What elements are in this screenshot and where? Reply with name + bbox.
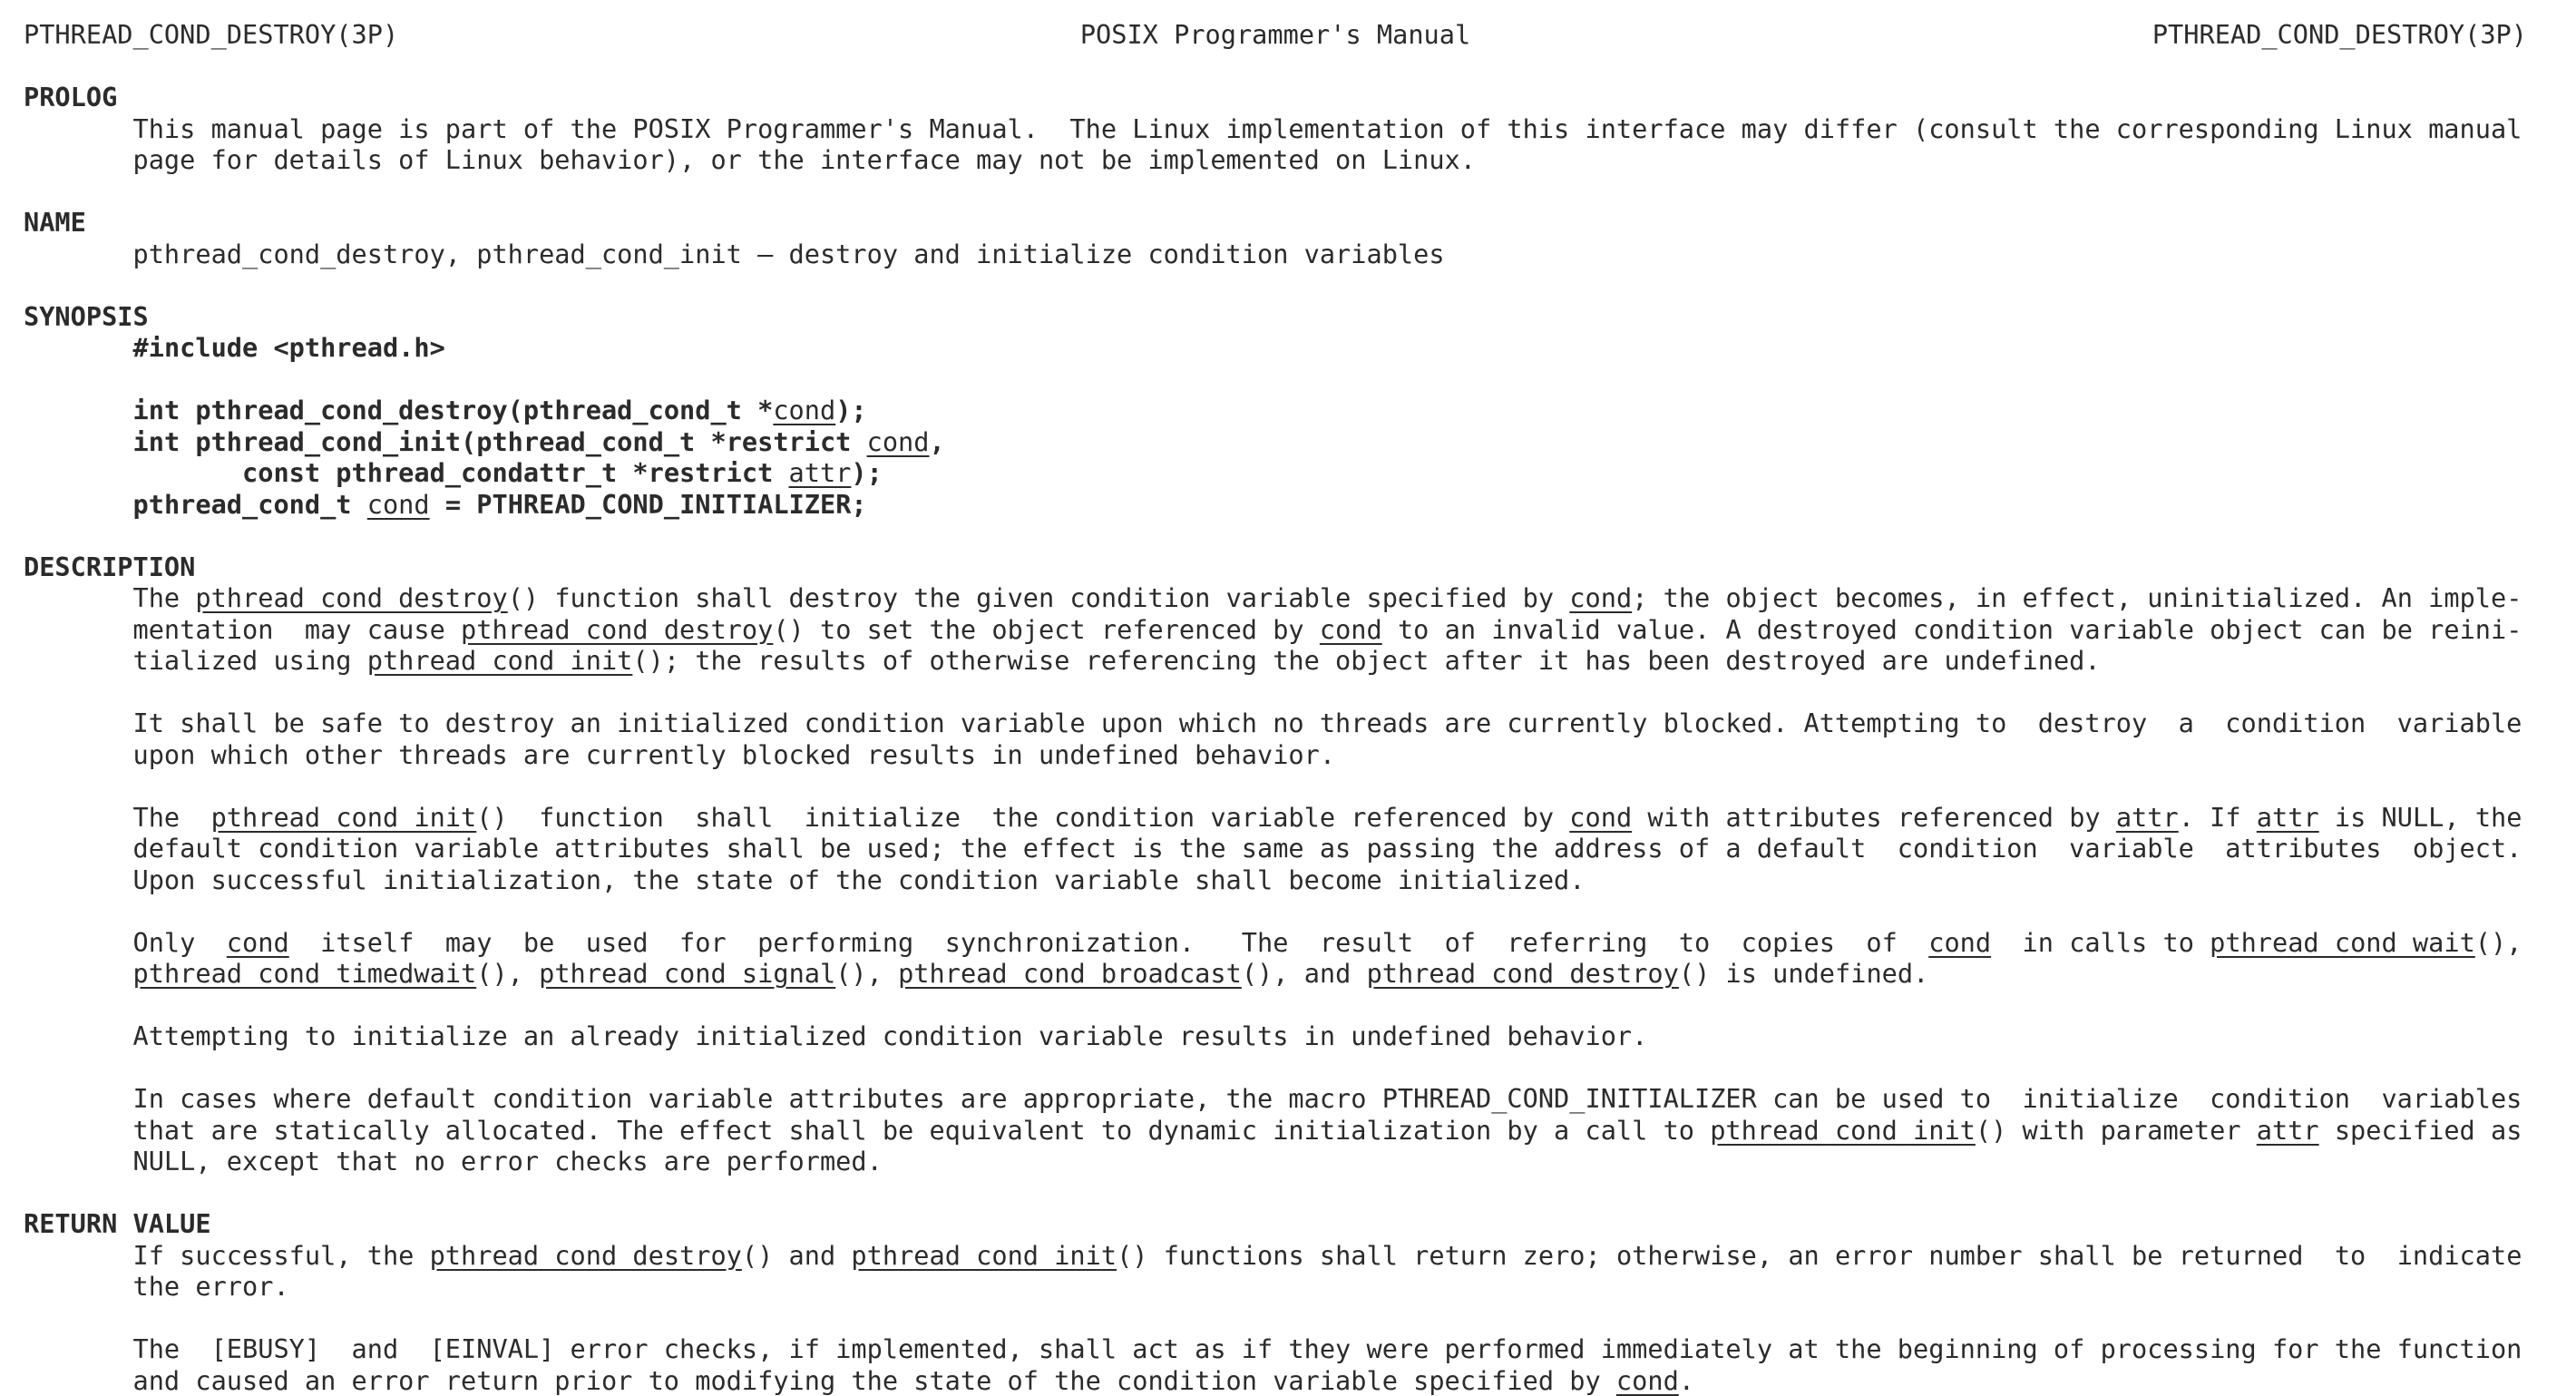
text-line [24, 864, 2576, 896]
bold-text: ); [851, 457, 882, 488]
text-segment: In cases where default condition variable attributes are appropriate, the macro PTHREAD_COND_INITIALIZER can be used to initialize condition variables [24, 1083, 2522, 1114]
text-line [24, 770, 2576, 802]
text-segment: (), [2475, 927, 2522, 958]
text-segment: ; the object becomes, in effect, uninitialized. An imple‐ [1632, 582, 2522, 613]
text-segment: that are statically allocated. The effect shall be equivalent to dynamic initialization by a call to [24, 1115, 1710, 1146]
underlined-text: attr [2116, 802, 2179, 833]
text-segment: It shall be safe to destroy an initialized condition variable upon which no threads are currently blocked. Attempting to destroy a condition variable [24, 708, 2522, 738]
underlined-text: cond [367, 489, 430, 520]
text-line [24, 239, 2576, 270]
underlined-text: cond [1928, 927, 1991, 958]
text-line [24, 1052, 2576, 1084]
text-segment: pthread_cond_destroy, pthread_cond_init — destroy and initialize condition variables [24, 239, 1445, 269]
underlined-text: cond [773, 395, 835, 425]
text-line [24, 895, 2576, 927]
text-segment: This manual page is part of the POSIX Programmer's Manual. The Linux implementation of this interface may differ (consult the corresponding Linux manual [24, 113, 2522, 144]
text-segment: (); the results of otherwise referencing the object after it has been destroyed are undefined. [632, 645, 2100, 676]
underlined-text: pthread_cond_signal [539, 958, 835, 989]
text-line [24, 614, 2576, 646]
text-segment: () with parameter [1976, 1115, 2257, 1146]
text-segment: page for details of Linux behavior), or the interface may not be implemented on Linux. [24, 144, 1476, 175]
text-segment: Only [24, 927, 227, 958]
bold-text: #include <pthread.h> [133, 332, 445, 363]
text-line [24, 1146, 2576, 1177]
text-line [24, 113, 2576, 145]
text-line [24, 1177, 2576, 1209]
underlined-text: cond [1320, 614, 1382, 645]
text-segment: () function shall initialize the condition variable referenced by [476, 802, 1569, 833]
underlined-text: pthread_cond_init [211, 802, 477, 833]
text-line [24, 1303, 2576, 1334]
text-line [24, 1271, 2576, 1303]
bold-text: = PTHREAD_COND_INITIALIZER; [430, 489, 867, 520]
header-left: PTHREAD_COND_DESTROY(3P) [24, 19, 398, 51]
text-line [24, 739, 2576, 771]
underlined-text: pthread_cond_init [367, 645, 633, 676]
text-line [24, 82, 2576, 113]
text-line [24, 802, 2576, 834]
text-segment: tialized using [24, 645, 367, 676]
text-line [24, 395, 2576, 426]
text-line [24, 457, 2576, 489]
underlined-text: attr [789, 457, 852, 488]
bold-text: pthread_cond_t [133, 489, 367, 520]
text-segment [24, 426, 133, 457]
text-segment: NULL, except that no error checks are performed. [24, 1146, 883, 1176]
underlined-text: attr [2257, 1115, 2319, 1146]
text-line [24, 269, 2576, 301]
text-segment: () is undefined. [1679, 958, 1928, 989]
underlined-text: pthread_cond_destroy [430, 1240, 742, 1271]
bold-text: PROLOG [24, 82, 117, 112]
text-segment: with attributes referenced by [1632, 802, 2116, 833]
text-line [24, 1083, 2576, 1115]
text-segment [24, 489, 133, 520]
text-segment: . If [2179, 802, 2257, 833]
underlined-text: cond [1569, 802, 1632, 833]
text-segment: specified as [2319, 1115, 2522, 1146]
text-segment: () to set the object referenced by [773, 614, 1320, 645]
underlined-text: pthread_cond_wait [2210, 927, 2475, 958]
text-line [24, 51, 2576, 83]
text-segment [24, 457, 242, 488]
underlined-text: pthread_cond_destroy [195, 582, 507, 613]
text-segment: The [24, 582, 195, 613]
text-line [24, 927, 2576, 959]
bold-text: int pthread_cond_destroy(pthread_cond_t * [133, 395, 774, 425]
underlined-text: attr [2257, 802, 2319, 833]
text-segment: Attempting to initialize an already initialized condition variable results in undefined behavior. [24, 1020, 1647, 1051]
text-segment: () function shall destroy the given condition variable specified by [508, 582, 1570, 613]
header-right: PTHREAD_COND_DESTROY(3P) [2152, 19, 2527, 51]
underlined-text: pthread_cond_broadcast [898, 958, 1242, 989]
text-segment: . [1679, 1365, 1694, 1396]
text-line [24, 552, 2576, 583]
underlined-text: cond [867, 426, 930, 457]
underlined-text: cond [227, 927, 289, 958]
bold-text: ); [835, 395, 866, 425]
bold-text: DESCRIPTION [24, 552, 195, 582]
text-line [24, 364, 2576, 395]
text-line [24, 1333, 2576, 1365]
text-segment [24, 395, 133, 425]
text-segment [24, 958, 133, 989]
underlined-text: pthread_cond_destroy [1367, 958, 1679, 989]
text-segment [24, 332, 133, 363]
text-segment: is NULL, the [2319, 802, 2522, 833]
bold-text: SYNOPSIS [24, 301, 149, 332]
text-segment: (), and [1242, 958, 1367, 989]
text-line [24, 645, 2576, 677]
text-line [24, 1240, 2576, 1272]
man-page-body [24, 51, 2576, 1396]
text-line [24, 489, 2576, 521]
underlined-text: cond [1616, 1365, 1679, 1396]
text-segment: upon which other threads are currently blocked results in undefined behavior. [24, 739, 1335, 770]
text-segment: itself may be used for performing synchronization. The result of referring to copies of [289, 927, 1929, 958]
text-segment: If successful, the [24, 1240, 430, 1271]
text-line [24, 1020, 2576, 1052]
bold-text: NAME [24, 207, 86, 238]
underlined-text: pthread_cond_destroy [461, 614, 773, 645]
text-segment: to an invalid value. A destroyed condition variable object can be reini‐ [1382, 614, 2522, 645]
text-line [24, 582, 2576, 614]
text-segment: The [24, 802, 211, 833]
text-segment: in calls to [1991, 927, 2210, 958]
text-line [24, 144, 2576, 176]
text-line [24, 990, 2576, 1021]
text-line [24, 176, 2576, 208]
header-center: POSIX Programmer's Manual [1080, 19, 1470, 51]
text-line [24, 426, 2576, 458]
text-segment: and caused an error return prior to modifying the state of the condition variable specified by [24, 1365, 1616, 1396]
text-segment: the error. [24, 1271, 289, 1302]
text-segment: (), [835, 958, 898, 989]
text-line [24, 677, 2576, 708]
text-segment: Upon successful initialization, the state of the condition variable shall become initialized. [24, 864, 1586, 895]
underlined-text: pthread_cond_timedwait [133, 958, 477, 989]
text-line [24, 958, 2576, 990]
text-segment: () functions shall return zero; otherwise, an error number shall be returned to indicate [1117, 1240, 2522, 1271]
text-segment: () and [742, 1240, 852, 1271]
text-line [24, 833, 2576, 864]
text-segment: default condition variable attributes shall be used; the effect is the same as passing the address of a default condition variable attributes object. [24, 833, 2522, 864]
underlined-text: pthread_cond_init [1710, 1115, 1976, 1146]
man-page-header [24, 19, 2527, 51]
text-line [24, 1115, 2576, 1147]
bold-text: RETURN VALUE [24, 1208, 211, 1239]
text-line [24, 1208, 2576, 1240]
bold-text: const pthread_condattr_t *restrict [242, 457, 789, 488]
underlined-text: pthread_cond_init [851, 1240, 1117, 1271]
text-line [24, 301, 2576, 333]
text-segment: (), [476, 958, 539, 989]
text-segment: The [EBUSY] and [EINVAL] error checks, if implemented, shall act as if they were performed immediately at the beginning of processing for the function [24, 1333, 2522, 1364]
text-line [24, 207, 2576, 239]
text-line [24, 332, 2576, 364]
text-line [24, 708, 2576, 739]
text-line [24, 520, 2576, 552]
bold-text: , [930, 426, 945, 457]
underlined-text: cond [1569, 582, 1632, 613]
text-segment: mentation may cause [24, 614, 461, 645]
bold-text: int pthread_cond_init(pthread_cond_t *restrict [133, 426, 867, 457]
